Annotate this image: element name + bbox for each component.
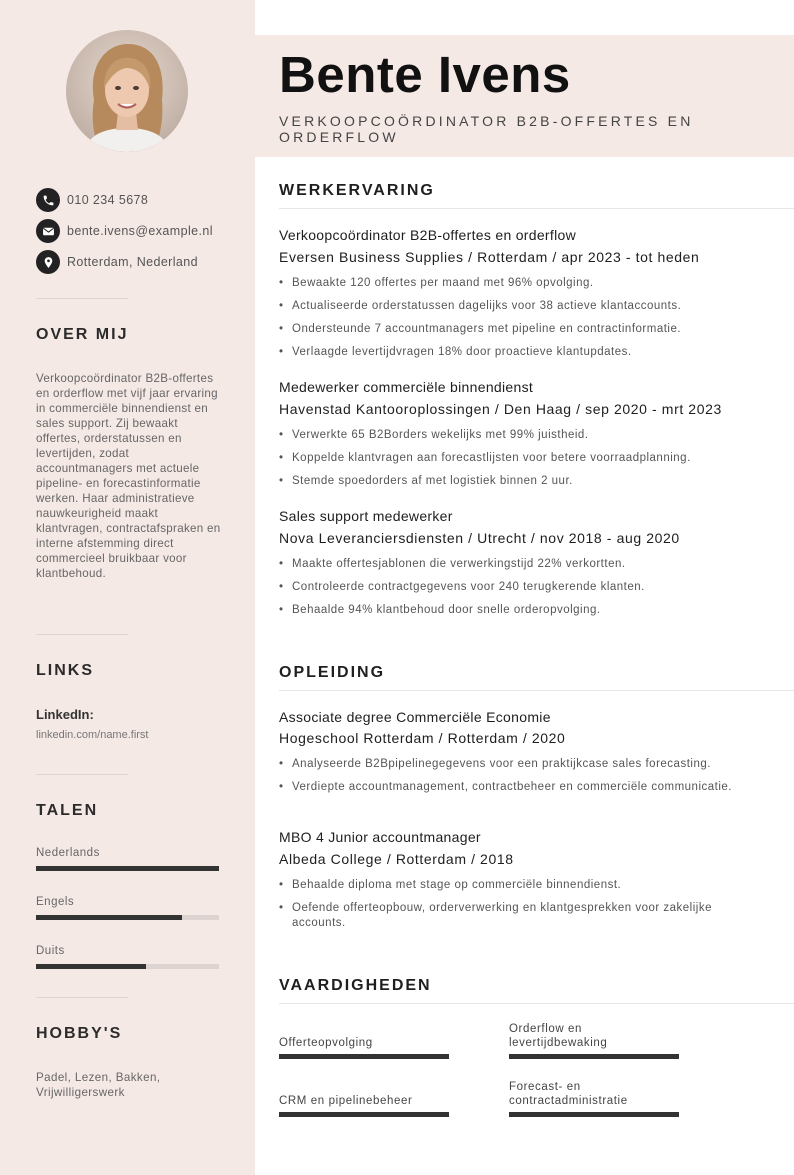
education-bullet: • Behaalde diploma met stage op commerciële binnendienst. (279, 878, 769, 893)
language-level-bar (36, 915, 219, 920)
job-bullet: • Actualiseerde orderstatussen dagelijks voor 38 actieve klantaccounts. (279, 299, 769, 314)
section-divider (279, 208, 794, 209)
skill-label: Forecast- en contractadministratie (509, 1081, 628, 1107)
section-divider (279, 690, 794, 691)
education-entry-subtitle: Hogeschool Rotterdam / Rotterdam / 2020 (279, 730, 566, 746)
language-level-fill (36, 866, 219, 871)
mail-icon (36, 219, 60, 243)
links-heading: LINKS (36, 662, 94, 679)
job-entry-subtitle: Eversen Business Supplies / Rotterdam / apr 2023 - tot heden (279, 249, 700, 265)
contact-email[interactable] (36, 219, 213, 243)
education-bullet: • Verdiepte accountmanagement, contractbeheer en commerciële communicatie. (279, 780, 759, 795)
skill-label: CRM en pipelinebeheer (279, 1095, 413, 1107)
education-bullet: • Oefende offerteopbouw, orderverwerking en klantgesprekken voor zakelijke accounts. (279, 901, 769, 931)
hobbies-heading: HOBBY'S (36, 1025, 123, 1042)
job-bullet: • Stemde spoedorders af met logistiek binnen 2 uur. (279, 474, 769, 489)
skill-bar (509, 1054, 679, 1059)
skills-heading: VAARDIGHEDEN (279, 977, 432, 994)
education-bullet: • Analyseerde B2Bpipelinegegevens voor een praktijkcase sales forecasting. (279, 757, 769, 772)
job-entry-title: Verkoopcoördinator B2B-offertes en orderflow (279, 227, 576, 243)
experience-heading: WERKERVARING (279, 182, 435, 199)
education-entry-title: MBO 4 Junior accountmanager (279, 829, 481, 845)
avatar (66, 30, 188, 152)
linkedin-link[interactable]: linkedin.com/name.first (36, 729, 149, 741)
contact-phone[interactable] (36, 188, 148, 212)
sidebar-divider (36, 634, 128, 635)
education-heading: OPLEIDING (279, 664, 386, 681)
about-text: Verkoopcoördinator B2B-offertes en orderflow met vijf jaar ervaring in commerciële binnendienst en sales support. Zij bewaakt offertes, orderstatussen en levertijden, zodat accountmanagers met actuele pipeline- en forecastinformatie werken. Haar administratieve nauwkeurigheid maakt klantvragen, contractafspraken en interne afstemming direct commercieel bruikbaar voor klantbehoud. (36, 372, 221, 580)
skill-bar (279, 1112, 449, 1117)
skill-label: Offerteopvolging (279, 1037, 373, 1049)
job-bullet: • Ondersteunde 7 accountmanagers met pipeline en contractinformatie. (279, 322, 769, 337)
sidebar-divider (36, 997, 128, 998)
skill-label: Orderflow en levertijdbewaking (509, 1023, 608, 1049)
person-name: Bente Ivens (279, 46, 571, 103)
sidebar-divider (36, 774, 128, 775)
hobbies-text: Padel, Lezen, Bakken, Vrijwilligerswerk (36, 1071, 161, 1099)
sidebar-divider (36, 298, 128, 299)
phone-number: 010 234 5678 (67, 193, 149, 207)
language-level-bar (36, 866, 219, 871)
job-entry-title: Sales support medewerker (279, 508, 453, 524)
phone-icon (36, 188, 60, 212)
job-bullet: • Maakte offertesjablonen die verwerkingstijd 22% verkortten. (279, 557, 769, 572)
language-level-fill (36, 964, 146, 969)
skill-bar (509, 1112, 679, 1117)
job-bullet: • Behaalde 94% klantbehoud door snelle orderopvolging. (279, 603, 769, 618)
linkedin-label: LinkedIn: (36, 707, 94, 722)
job-bullet: • Verlaagde levertijdvragen 18% door proactieve klantupdates. (279, 345, 769, 360)
language-name: Engels (36, 896, 75, 908)
job-title: VERKOOPCOÖRDINATOR B2B-OFFERTES EN ORDERFLOW (279, 113, 694, 145)
location-pin-icon (36, 250, 60, 274)
location-text: Rotterdam, Nederland (67, 255, 198, 269)
languages-heading: TALEN (36, 802, 99, 819)
job-entry-subtitle: Havenstad Kantooroplossingen / Den Haag / sep 2020 - mrt 2023 (279, 401, 722, 417)
job-bullet: • Verwerkte 65 B2Borders wekelijks met 99% juistheid. (279, 428, 769, 443)
education-entry-title: Associate degree Commerciële Economie (279, 709, 551, 725)
section-divider (279, 1003, 794, 1004)
language-name: Duits (36, 945, 65, 957)
job-bullet: • Koppelde klantvragen aan forecastlijsten voor betere voorraadplanning. (279, 451, 769, 466)
language-name: Nederlands (36, 847, 100, 859)
about-heading: OVER MIJ (36, 326, 129, 343)
job-entry-title: Medewerker commerciële binnendienst (279, 379, 534, 395)
education-entry-subtitle: Albeda College / Rotterdam / 2018 (279, 851, 514, 867)
language-level-fill (36, 915, 182, 920)
language-level-bar (36, 964, 219, 969)
sidebar (0, 0, 255, 1175)
contact-location (36, 250, 198, 274)
email-address: bente.ivens@example.nl (67, 224, 213, 238)
avatar-portrait (66, 30, 188, 152)
job-bullet: • Bewaakte 120 offertes per maand met 96% opvolging. (279, 276, 769, 291)
skill-bar (279, 1054, 449, 1059)
job-entry-subtitle: Nova Leveranciersdiensten / Utrecht / nov 2018 - aug 2020 (279, 530, 680, 546)
job-bullet: • Controleerde contractgegevens voor 240 terugkerende klanten. (279, 580, 769, 595)
